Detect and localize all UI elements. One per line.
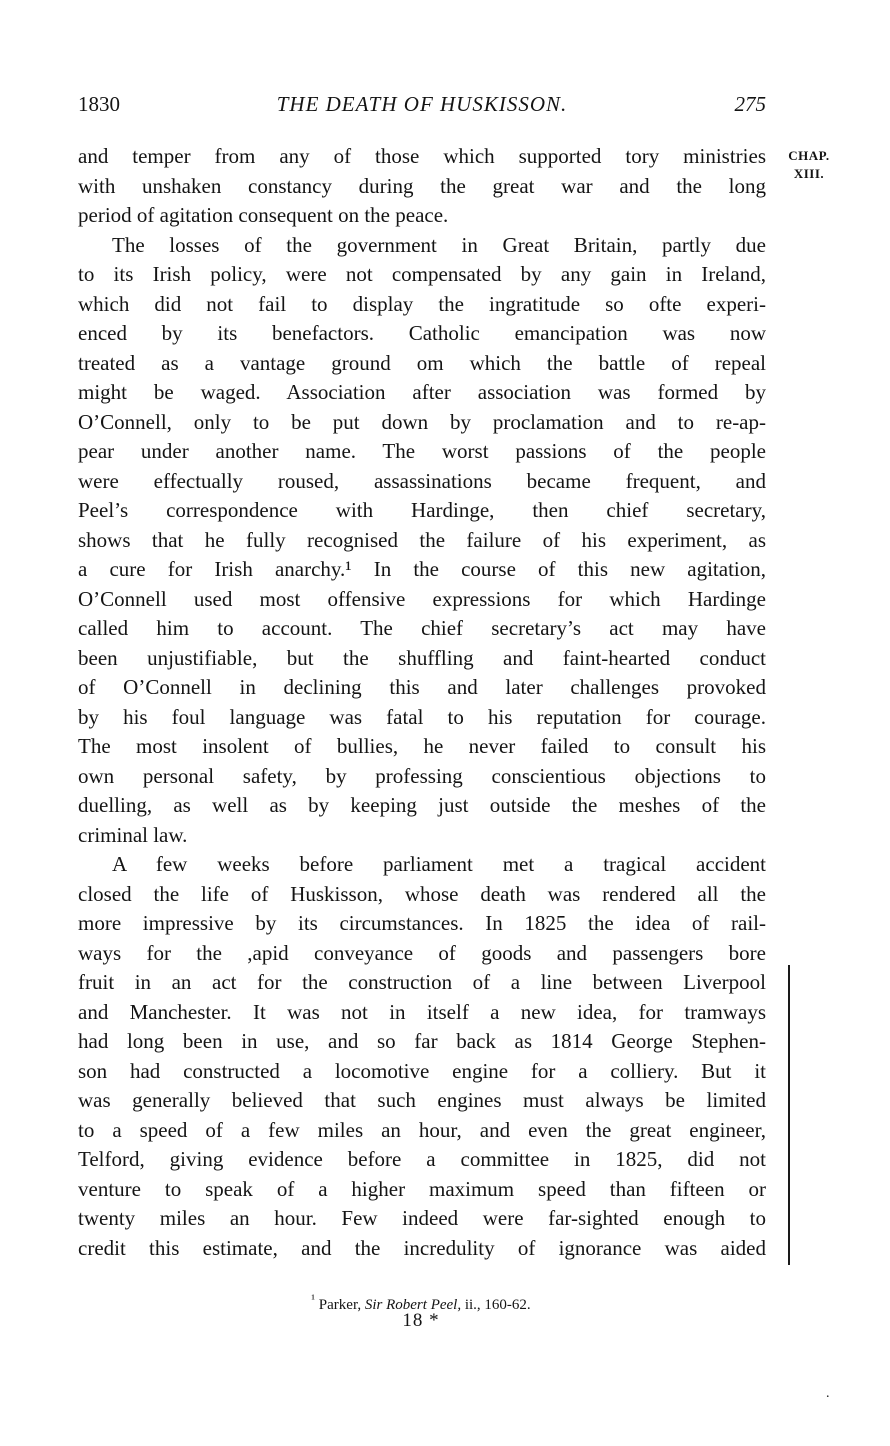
margin-note-chap: CHAP. [788, 148, 830, 163]
chapter-margin-note [774, 147, 844, 183]
text-line: with unshaken constancy during the great war and the long [78, 173, 766, 198]
text-line: duelling, as well as by keeping just outside the meshes of the [78, 793, 766, 817]
printer-signature: 18 * [402, 1310, 440, 1331]
text-line: venture to speak of a higher maximum speed than fifteen or [78, 1176, 766, 1201]
text-line: might be waged. Association after association was formed by [78, 380, 766, 404]
margin-note-number: XIII. [793, 166, 825, 181]
page-number: 275 [734, 92, 766, 116]
text-line: called him to account. The chief secretary’s act may have [78, 616, 766, 640]
marginal-rule [788, 965, 790, 1265]
text-line: fruit in an act for the construction of a line between Liverpool [78, 970, 766, 994]
text-line: credit this estimate, and the incredulity of ignorance was aided [78, 1235, 766, 1260]
text-line: Telford, giving evidence before a committee in 1825, did not [78, 1147, 766, 1171]
text-line: was generally believed that such engines must always be limited [78, 1088, 766, 1112]
text-line: ways for the ,apid conveyance of goods and passengers bore [78, 940, 766, 965]
running-header [78, 92, 766, 122]
text-line: were effectually roused, assassinations became frequent, and [78, 468, 766, 493]
text-line: own personal safety, by professing conscientious objections to [78, 763, 766, 788]
text-line: A few weeks before parliament met a tragical accident [112, 852, 766, 876]
footnote-author: Parker, [318, 1297, 362, 1313]
text-line: criminal law. [78, 822, 188, 847]
running-title: THE DEATH OF HUSKISSON. [276, 92, 568, 116]
text-line: The losses of the government in Great Britain, partly due [112, 232, 766, 257]
text-line: of O’Connell in declining this and later challenges provoked [78, 675, 766, 699]
text-line: a cure for Irish anarchy.¹ In the course of this new agitation, [78, 557, 766, 581]
text-line: closed the life of Huskisson, whose death was rendered all the [78, 881, 766, 906]
text-line: had long been in use, and so far back as 1814 George Stephen- [78, 1029, 766, 1053]
footnote-work: Sir Robert Peel, [364, 1297, 462, 1313]
text-line: son had constructed a locomotive engine for a colliery. But it [78, 1058, 766, 1083]
text-line: O’Connell, only to be put down by proclamation and to re-ap- [78, 409, 766, 434]
text-line: O’Connell used most offensive expressions for which Hardinge [78, 586, 766, 611]
text-line: been unjustifiable, but the shuffling and faint-hearted conduct [78, 645, 766, 670]
stray-mark: . [826, 1386, 830, 1401]
text-line: by his foul language was fatal to his reputation for courage. [78, 704, 766, 729]
text-line: pear under another name. The worst passions of the people [78, 439, 766, 463]
text-line: to a speed of a few miles an hour, and even the great engineer, [78, 1117, 766, 1142]
text-line: treated as a vantage ground om which the battle of repeal [78, 350, 766, 375]
text-line: which did not fail to display the ingratitude so ofte experi- [78, 291, 766, 316]
text-line: more impressive by its circumstances. In 1825 the idea of rail- [78, 911, 766, 935]
footnote-marker: ¹ [311, 1292, 316, 1306]
text-line: to its Irish policy, were not compensated by any gain in Ireland, [78, 262, 766, 286]
footnote-pages: ii., 160-62. [464, 1297, 531, 1313]
text-line: and Manchester. It was not in itself a new idea, for tramways [78, 999, 766, 1024]
text-line: Peel’s correspondence with Hardinge, then chief secretary, [78, 498, 766, 522]
text-line: The most insolent of bullies, he never failed to consult his [78, 734, 766, 758]
text-line: shows that he fully recognised the failure of his experiment, as [78, 527, 766, 552]
text-line: twenty miles an hour. Few indeed were far-sighted enough to [78, 1206, 766, 1230]
text-line: period of agitation consequent on the peace. [78, 203, 449, 227]
text-line: and temper from any of those which supported tory ministries [78, 144, 766, 168]
header-year: 1830 [78, 92, 120, 116]
text-line: enced by its benefactors. Catholic emancipation was now [78, 321, 766, 345]
body-text [78, 142, 766, 1263]
